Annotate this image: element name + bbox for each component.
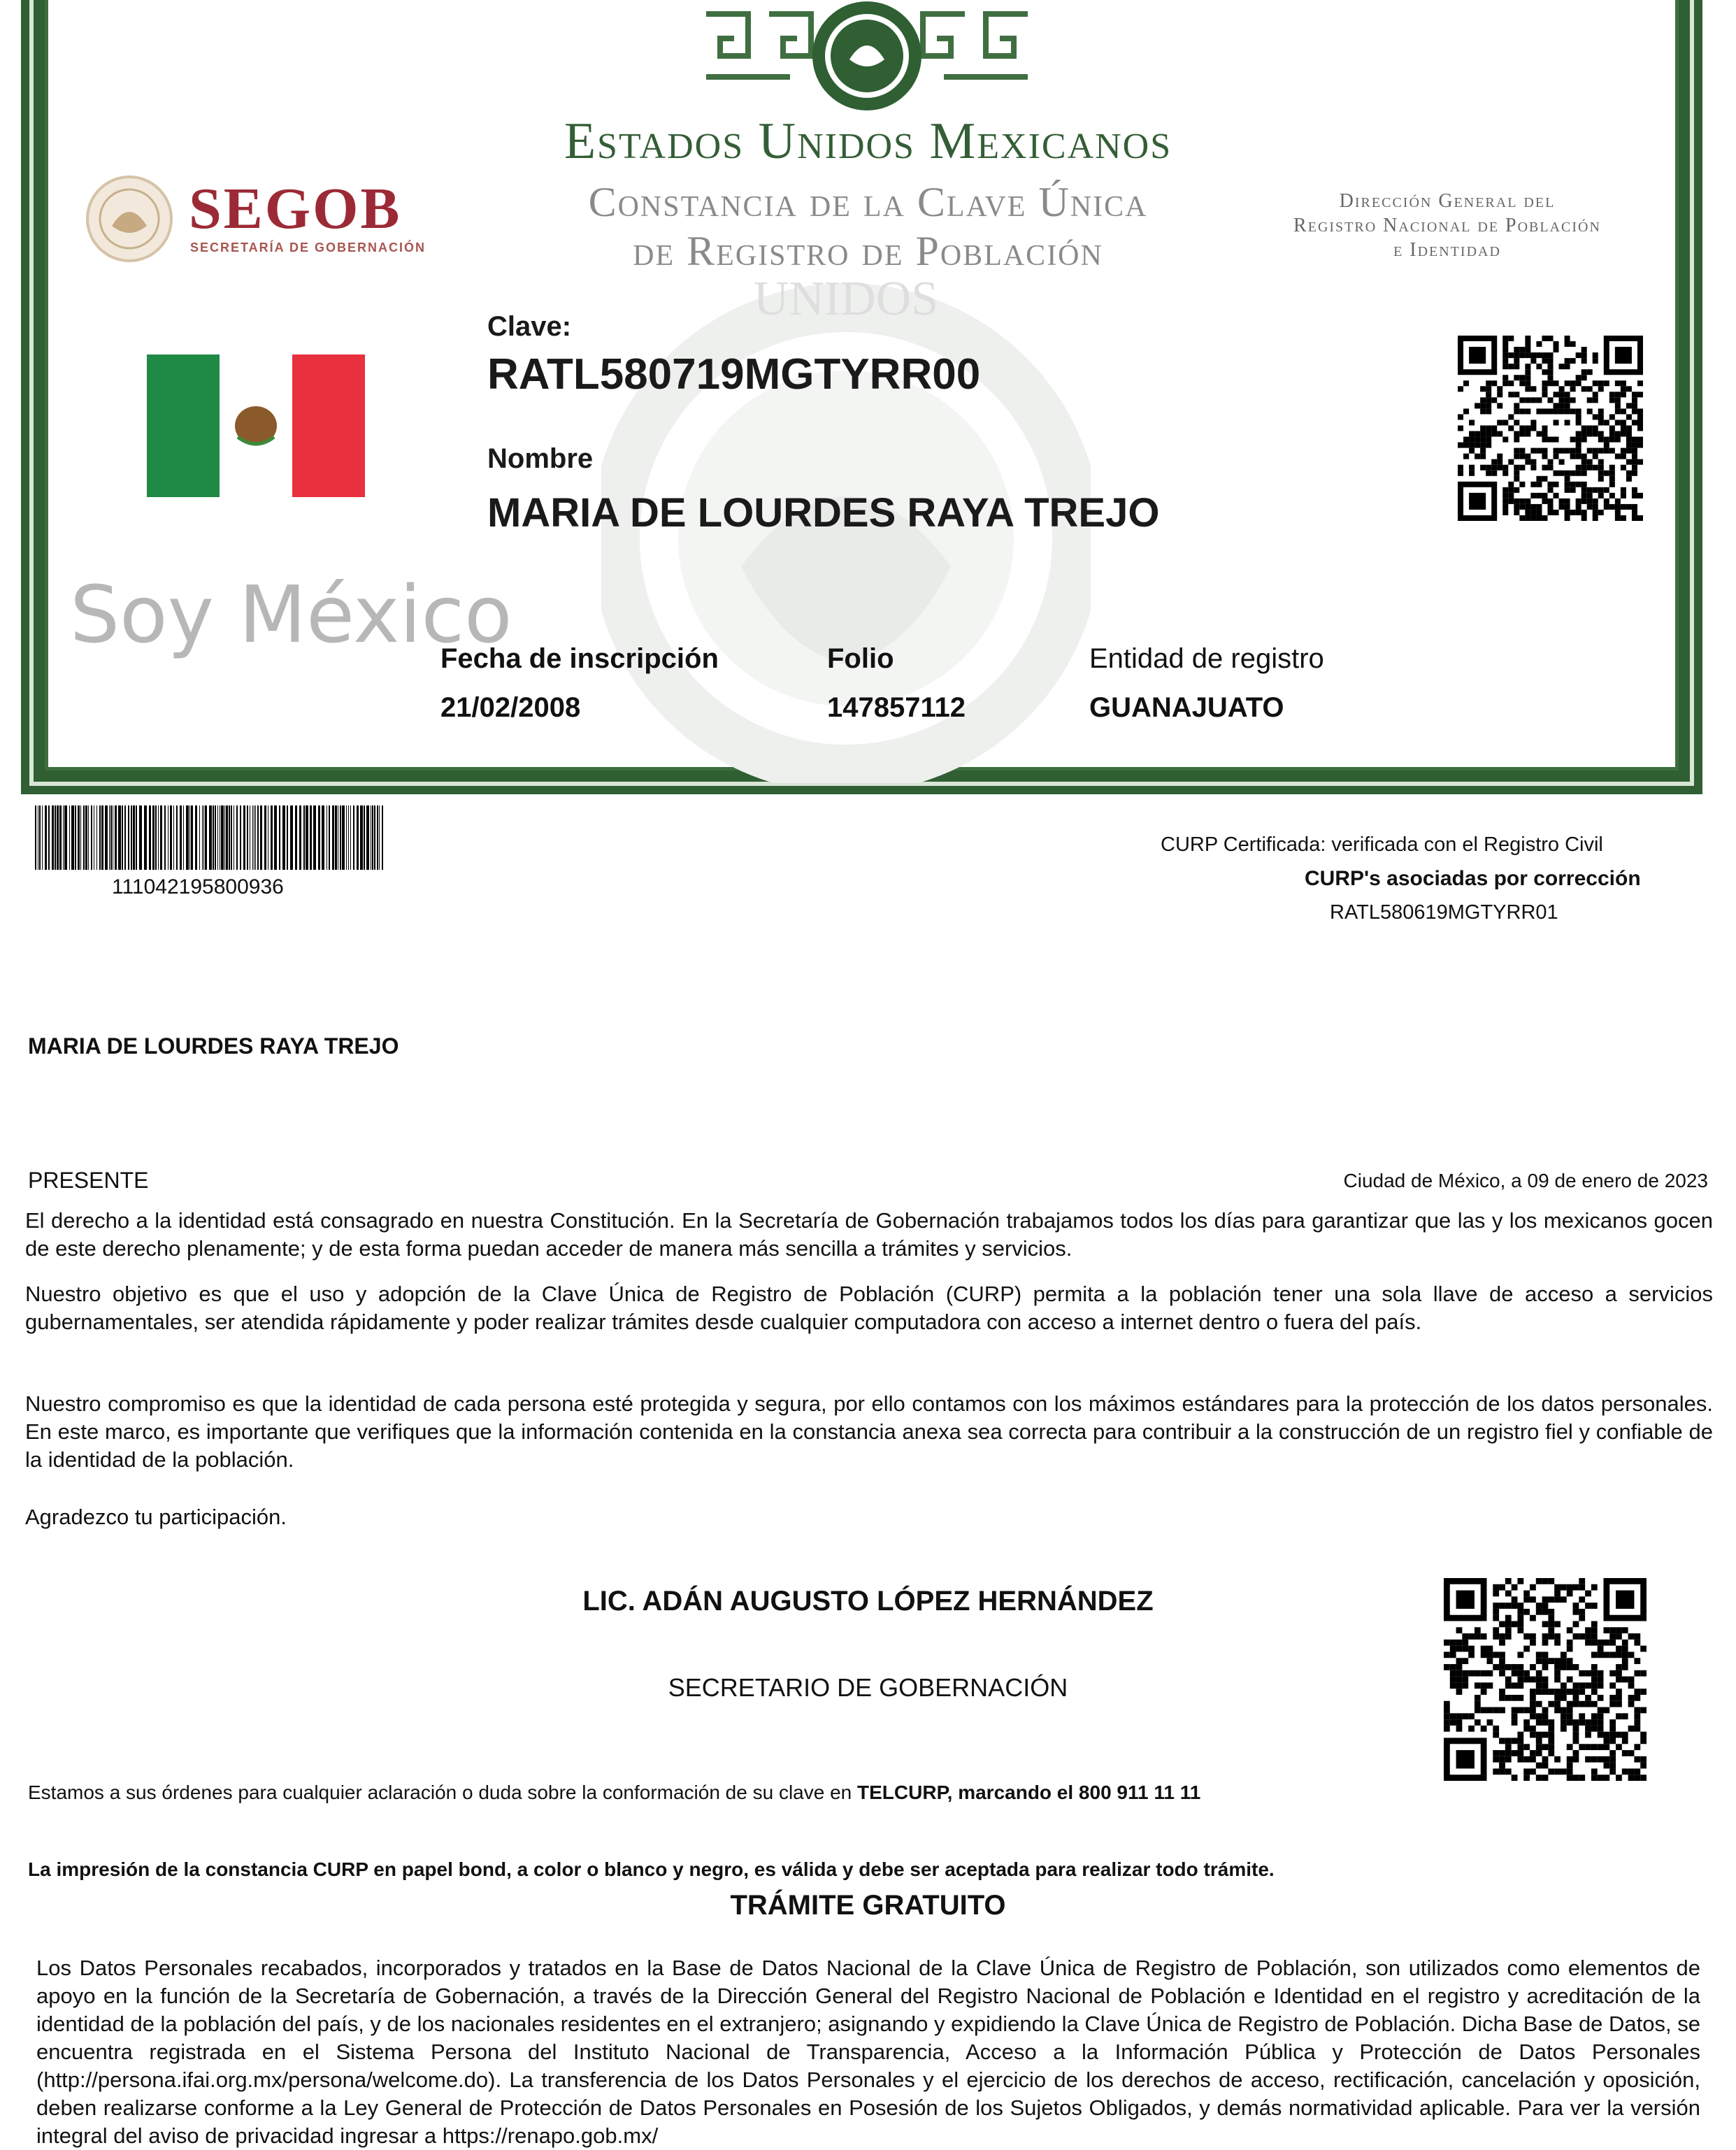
privacy-notice: Los Datos Personales recabados, incorporados y tratados en la Base de Datos Nacional de la Clave Única de Registro de Población, son utilizados como elementos de apoyo en la función de la Secretaría de Gobernación, a través de la Dirección General del Registro Nacional de Población e Identidad en el registro y acreditación de la identidad de la población del país, y de los nacionales residentes en el extranjero; asignando y expidiendo la Clave Única de Registro de Población. Dicha Base de Datos, se encuentra registrada en el Sistema Persona del Instituto Nacional de Transparencia, Acceso a la Información Pública y Protección de Datos Personales (http://persona.ifai.org.mx/persona/welcome.do). La transferencia de los Datos Personales y el ejercicio de los derechos de acceso, rectificación, cancelación y oposición, deben realizarse conforme a la Ley General de Protección de Datos Personales en Posesión de los Sujetos Obligados, y demás normatividad aplicable. Para ver la versión integral del aviso de privacidad ingresar a https://renapo.gob.mx/ xyxy=(36,1956,1700,2148)
curp-asociada-value: RATL580619MGTYRR01 xyxy=(1330,901,1558,924)
clave-label: Clave: xyxy=(487,311,572,342)
clave-value: RATL580719MGTYRR00 xyxy=(487,350,981,399)
segob-logo: SEGOB xyxy=(189,176,402,241)
agency-name xyxy=(1258,189,1636,262)
contact-note xyxy=(28,1782,1200,1804)
segob-subtitle: SECRETARÍA DE GOBERNACIÓN xyxy=(190,241,426,255)
fecha-inscripcion-value: 21/02/2008 xyxy=(440,692,581,723)
letter-paragraph-4: Agradezco tu participación. xyxy=(25,1505,287,1529)
agency-line3: e Identidad xyxy=(1393,239,1501,261)
signer-name: LIC. ADÁN AUGUSTO LÓPEZ HERNÁNDEZ xyxy=(582,1586,1154,1617)
letter-paragraph-2: Nuestro objetivo es que el uso y adopción de la Clave Única de Registro de Población (CURP) permita a la población tener una sola llave de acceso a servicios gubernamentales, ser atendida rápidamente y poder realizar trámites desde cualquier computadora con acceso a internet dentro o fuera del país. xyxy=(25,1282,1713,1334)
mexican-flag-icon xyxy=(147,354,365,497)
printing-validity-note: La impresión de la constancia CURP en papel bond, a color o blanco y negro, es válida y debe ser aceptada para realizar todo trámite. xyxy=(28,1858,1275,1880)
folio-value: 147857112 xyxy=(827,692,966,723)
soy-mexico-slogan: Soy México xyxy=(70,570,512,661)
barcode-icon xyxy=(35,805,385,870)
nombre-label: Nombre xyxy=(487,443,594,474)
certification-status: CURP Certificada: verificada con el Registro Civil xyxy=(1161,833,1603,856)
entidad-registro-value: GUANAJUATO xyxy=(1089,692,1284,723)
qr-code-icon xyxy=(1458,336,1643,521)
letter-paragraph-1: El derecho a la identidad está consagrado en nuestra Constitución. En la Secretaría de Gobernación trabajamos todos los días para garantizar que las y los mexicanos gocen de este derecho plenamente; y de esta forma puedan acceder de manera más sencilla a trámites y servicios. xyxy=(25,1208,1713,1261)
qr-code-icon xyxy=(1444,1578,1647,1781)
letter-place-date: Ciudad de México, a 09 de enero de 2023 xyxy=(1343,1170,1708,1191)
letter-paragraph-3: Nuestro compromiso es que la identidad de cada persona esté protegida y segura, por ello contamos con los máximos estándares para la protección de los datos personales. En este marco, es importante que verifiques que la información contenida en la constancia anexa sea correcta para contribuir a la construcción de un registro fiel y confiable de la identidad de la población. xyxy=(25,1391,1713,1472)
letter-recipient: MARIA DE LOURDES RAYA TREJO xyxy=(28,1033,399,1059)
document-title-line1: Constancia de la Clave Única xyxy=(588,179,1148,225)
entidad-registro-label: Entidad de registro xyxy=(1089,643,1324,674)
signer-title: SECRETARIO DE GOBERNACIÓN xyxy=(668,1673,1068,1702)
folio-label: Folio xyxy=(827,643,894,674)
watermark-text: UNIDOS xyxy=(753,272,939,326)
letter-presente: PRESENTE xyxy=(28,1168,149,1193)
agency-line1: Dirección General del xyxy=(1339,190,1556,212)
telcurp-phone: TELCURP, marcando el 800 911 11 11 xyxy=(857,1782,1201,1803)
nombre-value: MARIA DE LOURDES RAYA TREJO xyxy=(487,490,1160,536)
country-title: Estados Unidos Mexicanos xyxy=(564,113,1172,170)
tramite-gratuito: TRÁMITE GRATUITO xyxy=(730,1890,1006,1921)
contact-note-text: Estamos a sus órdenes para cualquier aclaración o duda sobre la conformación de su clave en xyxy=(28,1782,858,1803)
curp-asociadas-label: CURP's asociadas por corrección xyxy=(1305,867,1641,890)
segob-seal-icon xyxy=(84,173,175,264)
barcode-number: 111042195800936 xyxy=(112,875,284,898)
agency-line2: Registro Nacional de Población xyxy=(1293,215,1601,236)
fecha-inscripcion-label: Fecha de inscripción xyxy=(440,643,719,674)
top-ornament-icon xyxy=(692,0,1042,119)
document-title-line2: de Registro de Población xyxy=(633,228,1103,274)
